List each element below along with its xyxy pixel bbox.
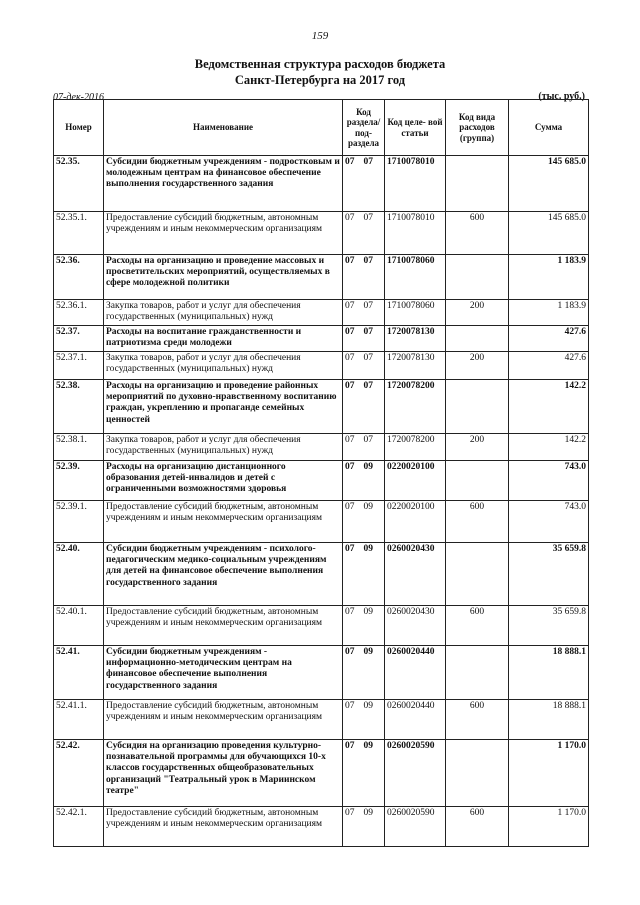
- row-expense-kind: 600: [446, 807, 509, 847]
- row-sum: 1 183.9: [509, 300, 589, 326]
- row-sum: 145 685.0: [509, 156, 589, 212]
- table-row: [54, 740, 589, 807]
- table-row: [54, 807, 589, 847]
- header-section: Код раздела/ под- раздела: [343, 100, 385, 156]
- row-expense-kind: 600: [446, 700, 509, 740]
- row-sum: 427.6: [509, 352, 589, 380]
- row-section-code: [343, 740, 385, 807]
- row-expense-kind: 600: [446, 212, 509, 255]
- table-row: [54, 255, 589, 300]
- row-article-code: 1720078200: [385, 434, 446, 461]
- row-name: Закупка товаров, работ и услуг для обеспечения государственных (муниципальных) нужд: [104, 300, 343, 326]
- row-number: 52.36.: [54, 255, 104, 300]
- row-article-code: 0260020430: [385, 606, 446, 646]
- row-number: 52.36.1.: [54, 300, 104, 326]
- row-sum: 1 170.0: [509, 807, 589, 847]
- row-subsection: 07: [363, 157, 373, 167]
- header-article: Код целе- вой статьи: [385, 100, 446, 156]
- row-section: 07: [345, 544, 355, 554]
- row-sum: 35 659.8: [509, 543, 589, 606]
- header-kind: Код вида расходов (группа): [446, 100, 509, 156]
- row-name: Расходы на организацию и проведение районных мероприятий по духовно-нравственному воспитанию граждан, укреплению и пропаганде семейных ценностей: [104, 380, 343, 434]
- row-number: 52.35.1.: [54, 212, 104, 255]
- row-number: 52.38.1.: [54, 434, 104, 461]
- row-name: Предоставление субсидий бюджетным, автономным учреждениям и иным некоммерческим организациям: [104, 212, 343, 255]
- row-name: Субсидии бюджетным учреждениям - информационно-методическим центрам на финансовое обеспечение выполнения государственного задания: [104, 646, 343, 700]
- row-number: 52.38.: [54, 380, 104, 434]
- row-sum: 743.0: [509, 501, 589, 543]
- row-article-code: 1710078060: [385, 255, 446, 300]
- row-article-code: 1720078200: [385, 380, 446, 434]
- row-article-code: 1720078130: [385, 352, 446, 380]
- row-subsection: 09: [363, 462, 373, 472]
- row-subsection: 09: [363, 808, 373, 818]
- row-section: 07: [345, 327, 355, 337]
- row-article-code: 1710078010: [385, 156, 446, 212]
- row-expense-kind: 600: [446, 606, 509, 646]
- row-section: 07: [345, 435, 355, 445]
- row-section-code: [343, 156, 385, 212]
- row-section: 07: [345, 213, 355, 223]
- row-article-code: 1720078130: [385, 326, 446, 352]
- table-row: [54, 646, 589, 700]
- row-section-code: [343, 543, 385, 606]
- row-section: 07: [345, 353, 355, 363]
- row-article-code: 0220020100: [385, 461, 446, 501]
- row-name: Предоставление субсидий бюджетным, автономным учреждениям и иным некоммерческим организациям: [104, 807, 343, 847]
- units-label: (тыс. руб.): [538, 91, 585, 102]
- row-expense-kind: [446, 461, 509, 501]
- row-section-code: [343, 434, 385, 461]
- row-sum: 145 685.0: [509, 212, 589, 255]
- row-subsection: 09: [363, 544, 373, 554]
- row-section-code: [343, 352, 385, 380]
- row-subsection: 07: [363, 435, 373, 445]
- row-name: Предоставление субсидий бюджетным, автономным учреждениям и иным некоммерческим организациям: [104, 700, 343, 740]
- table-body: [54, 156, 589, 847]
- table-row: [54, 156, 589, 212]
- row-name: Субсидии бюджетным учреждениям - психолого-педагогическим медико-социальным учреждениям для детей на финансовое обеспечение выполнения государственного задания: [104, 543, 343, 606]
- row-sum: 18 888.1: [509, 700, 589, 740]
- row-expense-kind: 600: [446, 501, 509, 543]
- row-sum: 35 659.8: [509, 606, 589, 646]
- row-article-code: 0260020440: [385, 646, 446, 700]
- row-section: 07: [345, 607, 355, 617]
- row-section: 07: [345, 256, 355, 266]
- row-number: 52.37.1.: [54, 352, 104, 380]
- row-section: 07: [345, 502, 355, 512]
- row-subsection: 09: [363, 701, 373, 711]
- row-subsection: 07: [363, 353, 373, 363]
- row-name: Закупка товаров, работ и услуг для обеспечения государственных (муниципальных) нужд: [104, 352, 343, 380]
- row-sum: 142.2: [509, 380, 589, 434]
- row-article-code: 0260020590: [385, 740, 446, 807]
- row-subsection: 07: [363, 381, 373, 391]
- row-section-code: [343, 255, 385, 300]
- row-name: Расходы на организацию и проведение массовых и просветительских мероприятий, осуществляемых в сфере молодежной политики: [104, 255, 343, 300]
- row-section: 07: [345, 301, 355, 311]
- header-name: Наименование: [104, 100, 343, 156]
- title-line-2: Санкт-Петербурга на 2017 год: [234, 73, 406, 87]
- row-article-code: 0260020590: [385, 807, 446, 847]
- row-number: 52.42.: [54, 740, 104, 807]
- row-article-code: 0260020440: [385, 700, 446, 740]
- row-article-code: 0260020430: [385, 543, 446, 606]
- row-expense-kind: [446, 255, 509, 300]
- row-number: 52.39.1.: [54, 501, 104, 543]
- row-number: 52.41.: [54, 646, 104, 700]
- row-section: 07: [345, 462, 355, 472]
- row-number: 52.39.: [54, 461, 104, 501]
- row-expense-kind: 200: [446, 352, 509, 380]
- document-date: 07-дек-2016: [53, 92, 104, 103]
- row-section-code: [343, 700, 385, 740]
- row-subsection: 09: [363, 741, 373, 751]
- row-sum: 18 888.1: [509, 646, 589, 700]
- row-section-code: [343, 326, 385, 352]
- table-row: [54, 352, 589, 380]
- row-section-code: [343, 212, 385, 255]
- row-number: 52.40.1.: [54, 606, 104, 646]
- row-subsection: 07: [363, 301, 373, 311]
- row-subsection: 07: [363, 327, 373, 337]
- title-line-1: Ведомственная структура расходов бюджета: [194, 57, 446, 71]
- table-row: [54, 300, 589, 326]
- row-expense-kind: [446, 156, 509, 212]
- row-subsection: 09: [363, 647, 373, 657]
- row-name: Расходы на организацию дистанционного образования детей-инвалидов и детей с ограниченными возможностями здоровья: [104, 461, 343, 501]
- row-expense-kind: [446, 326, 509, 352]
- row-section-code: [343, 807, 385, 847]
- table-row: [54, 543, 589, 606]
- budget-table: [53, 99, 589, 847]
- row-section: 07: [345, 647, 355, 657]
- row-article-code: 1710078010: [385, 212, 446, 255]
- table-row: [54, 501, 589, 543]
- row-section: 07: [345, 701, 355, 711]
- row-number: 52.40.: [54, 543, 104, 606]
- header-number: Номер: [54, 100, 104, 156]
- page-number: 159: [311, 30, 329, 42]
- row-name: Субсидия на организацию проведения культурно-познавательной программы для обучающихся 10-х классов государственных общеобразовательных организаций "Театральный урок в Мариинском театре": [104, 740, 343, 807]
- row-number: 52.42.1.: [54, 807, 104, 847]
- row-section: 07: [345, 381, 355, 391]
- row-expense-kind: 200: [446, 300, 509, 326]
- row-expense-kind: [446, 646, 509, 700]
- row-section-code: [343, 501, 385, 543]
- table-row: [54, 434, 589, 461]
- row-name: Предоставление субсидий бюджетным, автономным учреждениям и иным некоммерческим организациям: [104, 501, 343, 543]
- header-sum: Сумма: [509, 100, 589, 156]
- row-sum: 142.2: [509, 434, 589, 461]
- row-article-code: 0220020100: [385, 501, 446, 543]
- row-section-code: [343, 461, 385, 501]
- row-sum: 427.6: [509, 326, 589, 352]
- row-expense-kind: [446, 740, 509, 807]
- row-sum: 743.0: [509, 461, 589, 501]
- row-section-code: [343, 380, 385, 434]
- row-section-code: [343, 300, 385, 326]
- row-number: 52.37.: [54, 326, 104, 352]
- row-number: 52.35.: [54, 156, 104, 212]
- row-sum: 1 183.9: [509, 255, 589, 300]
- row-article-code: 1710078060: [385, 300, 446, 326]
- row-sum: 1 170.0: [509, 740, 589, 807]
- row-section-code: [343, 606, 385, 646]
- row-name: Закупка товаров, работ и услуг для обеспечения государственных (муниципальных) нужд: [104, 434, 343, 461]
- row-subsection: 09: [363, 502, 373, 512]
- document-title: [0, 56, 640, 88]
- table-row: [54, 461, 589, 501]
- row-section: 07: [345, 157, 355, 167]
- table-row: [54, 212, 589, 255]
- row-subsection: 07: [363, 213, 373, 223]
- table-header-row: [54, 100, 589, 156]
- row-subsection: 09: [363, 607, 373, 617]
- row-expense-kind: [446, 543, 509, 606]
- row-name: Предоставление субсидий бюджетным, автономным учреждениям и иным некоммерческим организациям: [104, 606, 343, 646]
- row-expense-kind: 200: [446, 434, 509, 461]
- row-name: Расходы на воспитание гражданственности и патриотизма среди молодежи: [104, 326, 343, 352]
- table-row: [54, 606, 589, 646]
- table-row: [54, 700, 589, 740]
- row-section-code: [343, 646, 385, 700]
- row-subsection: 07: [363, 256, 373, 266]
- row-name: Субсидии бюджетным учреждениям - подростковым и молодежным центрам на финансовое обеспечение выполнения государственного задания: [104, 156, 343, 212]
- row-number: 52.41.1.: [54, 700, 104, 740]
- table-row: [54, 326, 589, 352]
- row-expense-kind: [446, 380, 509, 434]
- table-row: [54, 380, 589, 434]
- row-section: 07: [345, 808, 355, 818]
- row-section: 07: [345, 741, 355, 751]
